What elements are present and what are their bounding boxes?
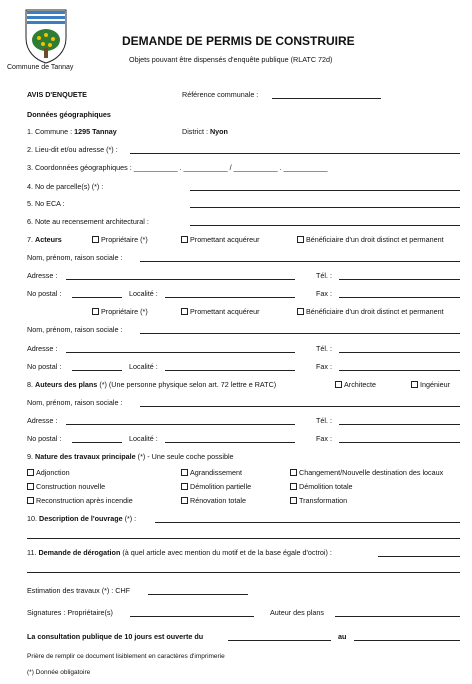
footer-obligatoire: (*) Donnée obligatoire: [27, 669, 91, 676]
lieu-dit-field[interactable]: [130, 153, 460, 154]
checkbox-label: Agrandissement: [190, 468, 242, 477]
checkbox-box[interactable]: [411, 381, 418, 388]
checkbox-label: Démolition totale: [299, 482, 353, 491]
checkbox-box[interactable]: [335, 381, 342, 388]
nom-label-1: Nom, prénom, raison sociale :: [27, 253, 123, 262]
checkbox-box[interactable]: [92, 308, 99, 315]
proprietaire-checkbox-1[interactable]: [92, 235, 148, 244]
nature-label: [27, 452, 234, 461]
derogation-label: [27, 548, 332, 557]
proprietaire-checkbox-2[interactable]: [92, 307, 148, 316]
eca-field[interactable]: [190, 207, 460, 208]
eca-label: 5. No ECA :: [27, 199, 65, 208]
checkbox-label: Promettant acquéreur: [190, 307, 260, 316]
description-rest: (*) :: [124, 514, 137, 523]
localite-label-2: Localité :: [129, 362, 158, 371]
checkbox-box[interactable]: [27, 469, 34, 476]
beneficiaire-checkbox-2[interactable]: [297, 307, 444, 316]
acteurs-label: [27, 235, 62, 244]
localite-field-3[interactable]: [165, 442, 295, 443]
ingenieur-checkbox[interactable]: [411, 380, 450, 389]
commune-field: [27, 127, 117, 136]
footer-note: Prière de remplir ce document lisiblement en caractères d'imprimerie: [27, 653, 225, 660]
checkbox-box[interactable]: [181, 469, 188, 476]
nature-agrandissement-checkbox[interactable]: [181, 468, 242, 477]
nom-field-1[interactable]: [140, 261, 460, 262]
checkbox-box[interactable]: [92, 236, 99, 243]
adresse-label-3: Adresse :: [27, 416, 58, 425]
nature-adjonction-checkbox[interactable]: [27, 468, 70, 477]
commune-value: 1295 Tannay: [74, 127, 117, 136]
geo-heading: Données géographiques: [27, 110, 111, 119]
nature-construction-checkbox[interactable]: [27, 482, 105, 491]
nom-label-3: Nom, prénom, raison sociale :: [27, 398, 123, 407]
tel-label-2: Tél. :: [316, 344, 332, 353]
fax-field-3[interactable]: [339, 442, 460, 443]
description-title: Description de l'ouvrage: [39, 514, 123, 523]
adresse-field-1[interactable]: [66, 279, 295, 280]
derogation-title: Demande de dérogation: [38, 548, 121, 557]
checkbox-label: Propriétaire (*): [101, 235, 148, 244]
nom-field-2[interactable]: [140, 333, 460, 334]
checkbox-label: Changement/Nouvelle destination des locaux: [299, 468, 444, 477]
fax-field-1[interactable]: [339, 297, 460, 298]
adresse-label-1: Adresse :: [27, 271, 58, 280]
consultation-start-field[interactable]: [228, 640, 331, 641]
recensement-field[interactable]: [190, 225, 460, 226]
estimation-field[interactable]: [148, 594, 248, 595]
adresse-field-2[interactable]: [66, 352, 295, 353]
checkbox-label: Promettant acquéreur: [190, 235, 260, 244]
checkbox-box[interactable]: [290, 483, 297, 490]
nature-desc: (*) - Une seule coche possible: [137, 452, 234, 461]
checkbox-label: Construction nouvelle: [36, 482, 106, 491]
tel-field-1[interactable]: [339, 279, 460, 280]
nature-transformation-checkbox[interactable]: [290, 496, 347, 505]
nature-num: 9.: [27, 452, 33, 461]
fax-label-3: Fax :: [316, 434, 332, 443]
checkbox-box[interactable]: [27, 497, 34, 504]
recensement-label: 6. Note au recensement architectural :: [27, 217, 149, 226]
commune-coat-of-arms: [24, 8, 68, 64]
district-field: [182, 127, 228, 136]
checkbox-label: Propriétaire (*): [101, 307, 148, 316]
checkbox-label: Bénéficiaire d'un droit distinct et permanent: [306, 235, 444, 244]
reference-label: Référence communale :: [182, 90, 259, 99]
commune-label-text: 1. Commune :: [27, 127, 73, 136]
checkbox-label: Architecte: [344, 380, 376, 389]
nopostal-field-1[interactable]: [72, 297, 122, 298]
derogation-rest: (à quel article avec mention du motif et de la base égale d'octroi) :: [122, 548, 332, 557]
description-field-line-2[interactable]: [27, 538, 460, 539]
auteurs-title: Auteurs des plans: [35, 380, 98, 389]
checkbox-label: Bénéficiaire d'un droit distinct et permanent: [306, 307, 444, 316]
checkbox-label: Démolition partielle: [190, 482, 252, 491]
nature-demolition-partielle-checkbox[interactable]: [181, 482, 251, 491]
nopostal-label-1: No postal :: [27, 289, 62, 298]
localite-field-1[interactable]: [165, 297, 295, 298]
checkbox-box[interactable]: [290, 497, 297, 504]
checkbox-box[interactable]: [297, 308, 304, 315]
nature-renovation-checkbox[interactable]: [181, 496, 246, 505]
page-subtitle: Objets pouvant être dispensés d'enquête publique (RLATC 72d): [129, 55, 333, 64]
nopostal-label-2: No postal :: [27, 362, 62, 371]
signature-auteur-field[interactable]: [335, 616, 460, 617]
auteur-plans-label: Auteur des plans: [270, 608, 324, 617]
acteurs-title: Acteurs: [35, 235, 62, 244]
auteurs-num: 8.: [27, 380, 33, 389]
promettant-checkbox-2[interactable]: [181, 307, 260, 316]
lieu-dit-label: 2. Lieu-dit et/ou adresse (*) :: [27, 145, 118, 154]
checkbox-box[interactable]: [27, 483, 34, 490]
avis-label: AVIS D'ENQUETE: [27, 90, 87, 99]
checkbox-box[interactable]: [290, 469, 297, 476]
beneficiaire-checkbox-1[interactable]: [297, 235, 444, 244]
tel-field-2[interactable]: [339, 352, 460, 353]
district-value: Nyon: [209, 127, 228, 136]
consultation-label: La consultation publique de 10 jours est ouverte du: [27, 632, 204, 641]
adresse-label-2: Adresse :: [27, 344, 58, 353]
checkbox-label: Transformation: [299, 496, 348, 505]
checkbox-box[interactable]: [181, 483, 188, 490]
fax-field-2[interactable]: [339, 370, 460, 371]
reference-field[interactable]: [272, 98, 381, 99]
signatures-label: Signatures : Propriétaire(s): [27, 608, 113, 617]
nature-reconstruction-checkbox[interactable]: [27, 496, 133, 505]
auteurs-desc: (*) (Une personne physique selon art. 72 lettre e RATC): [99, 380, 277, 389]
coordonnees-field[interactable]: 3. Coordonnées géographiques : ___________ . ___________ / ___________ . ___________: [27, 163, 328, 172]
consultation-au-label: au: [338, 632, 347, 641]
fax-label-1: Fax :: [316, 289, 332, 298]
nopostal-field-2[interactable]: [72, 370, 122, 371]
description-field-line-1[interactable]: [155, 522, 460, 523]
auteurs-label: [27, 380, 276, 389]
description-label: [27, 514, 136, 523]
signature-proprietaire-field[interactable]: [130, 616, 254, 617]
nature-title: Nature des travaux principale: [35, 452, 136, 461]
estimation-label: Estimation des travaux (*) : CHF: [27, 586, 131, 595]
nature-changement-checkbox[interactable]: [290, 468, 443, 477]
checkbox-box[interactable]: [297, 236, 304, 243]
checkbox-label: Rénovation totale: [190, 496, 246, 505]
nom-field-3[interactable]: [140, 406, 460, 407]
commune-label: Commune de Tannay: [7, 64, 74, 71]
derogation-num: 11.: [27, 548, 37, 557]
nopostal-field-3[interactable]: [72, 442, 122, 443]
checkbox-box[interactable]: [181, 308, 188, 315]
promettant-checkbox-1[interactable]: [181, 235, 260, 244]
district-label: District :: [182, 127, 208, 136]
acteurs-num: 7.: [27, 235, 33, 244]
nature-demolition-totale-checkbox[interactable]: [290, 482, 353, 491]
nopostal-label-3: No postal :: [27, 434, 62, 443]
fax-label-2: Fax :: [316, 362, 332, 371]
architecte-checkbox[interactable]: [335, 380, 376, 389]
checkbox-box[interactable]: [181, 236, 188, 243]
checkbox-label: Reconstruction après incendie: [36, 496, 133, 505]
tel-label-3: Tél. :: [316, 416, 332, 425]
derogation-field-line-2[interactable]: [27, 572, 460, 573]
checkbox-label: Adjonction: [36, 468, 70, 477]
tel-label-1: Tél. :: [316, 271, 332, 280]
nom-label-2: Nom, prénom, raison sociale :: [27, 325, 123, 334]
parcelle-label: 4. No de parcelle(s) (*) :: [27, 182, 104, 191]
localite-label-1: Localité :: [129, 289, 158, 298]
description-num: 10.: [27, 514, 37, 523]
page-title: DEMANDE DE PERMIS DE CONSTRUIRE: [122, 34, 355, 48]
adresse-field-3[interactable]: [66, 424, 295, 425]
tel-field-3[interactable]: [339, 424, 460, 425]
consultation-end-field[interactable]: [354, 640, 460, 641]
checkbox-box[interactable]: [181, 497, 188, 504]
parcelle-field[interactable]: [190, 190, 460, 191]
checkbox-label: Ingénieur: [420, 380, 450, 389]
localite-label-3: Localité :: [129, 434, 158, 443]
derogation-field-line-1[interactable]: [378, 556, 460, 557]
localite-field-2[interactable]: [165, 370, 295, 371]
